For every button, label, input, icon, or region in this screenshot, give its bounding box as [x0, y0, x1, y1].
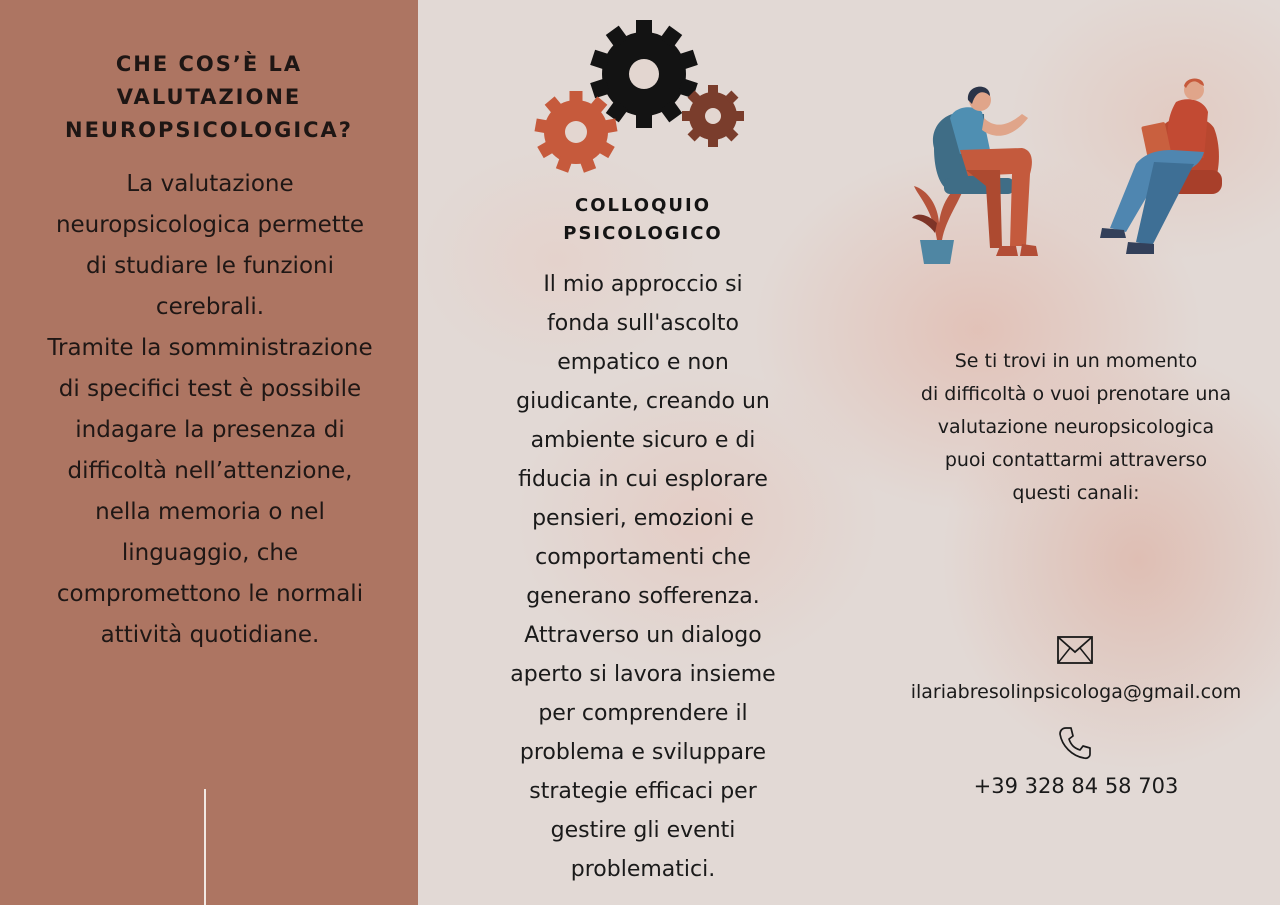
mail-icon — [1057, 636, 1093, 664]
left-panel-title: CHE COS’È LA VALUTAZIONE NEUROPSICOLOGICA? — [65, 52, 353, 142]
man-figure — [1100, 79, 1222, 255]
gear-brown — [682, 85, 744, 147]
phone-icon — [1058, 726, 1092, 760]
phone-number[interactable]: +39 328 84 58 703 — [973, 774, 1179, 798]
gears-icon — [528, 16, 752, 182]
middle-title: COLLOQUIO PSICOLOGICO — [563, 195, 723, 244]
left-panel-body: La valutazione neuropsicologica permette di studiare le funzioni cerebrali. Tramite la somministrazione di specifici test è possibile indagare la presenza di difficoltà nell’attenzione, nella memoria o nel linguaggio, che compromettono le normali attività quotidiane. — [47, 171, 373, 648]
therapy-session-illustration — [904, 78, 1250, 268]
fold-divider — [204, 789, 206, 905]
contact-intro: Se ti trovi in un momento di difficoltà o vuoi prenotare una valutazione neuropsicologica puoi contattarmi attraverso questi canali: — [920, 350, 1232, 504]
gear-orange — [534, 91, 617, 173]
woman-figure — [912, 87, 1038, 264]
middle-body: Il mio approccio si fonda sull'ascolto empatico e non giudicante, creando un ambiente sicuro e di fiducia in cui esplorare pensieri, emozioni e comportamenti che generano sofferenza. Attraverso un dialogo aperto si lavora insieme per comprendere il problema e sviluppare strategie efficaci per gestire gli eventi problematici. — [510, 272, 776, 882]
email-link[interactable]: ilariabresolinpsicologa@gmail.com — [910, 681, 1242, 703]
gear-black — [590, 20, 698, 128]
left-panel — [0, 0, 418, 905]
